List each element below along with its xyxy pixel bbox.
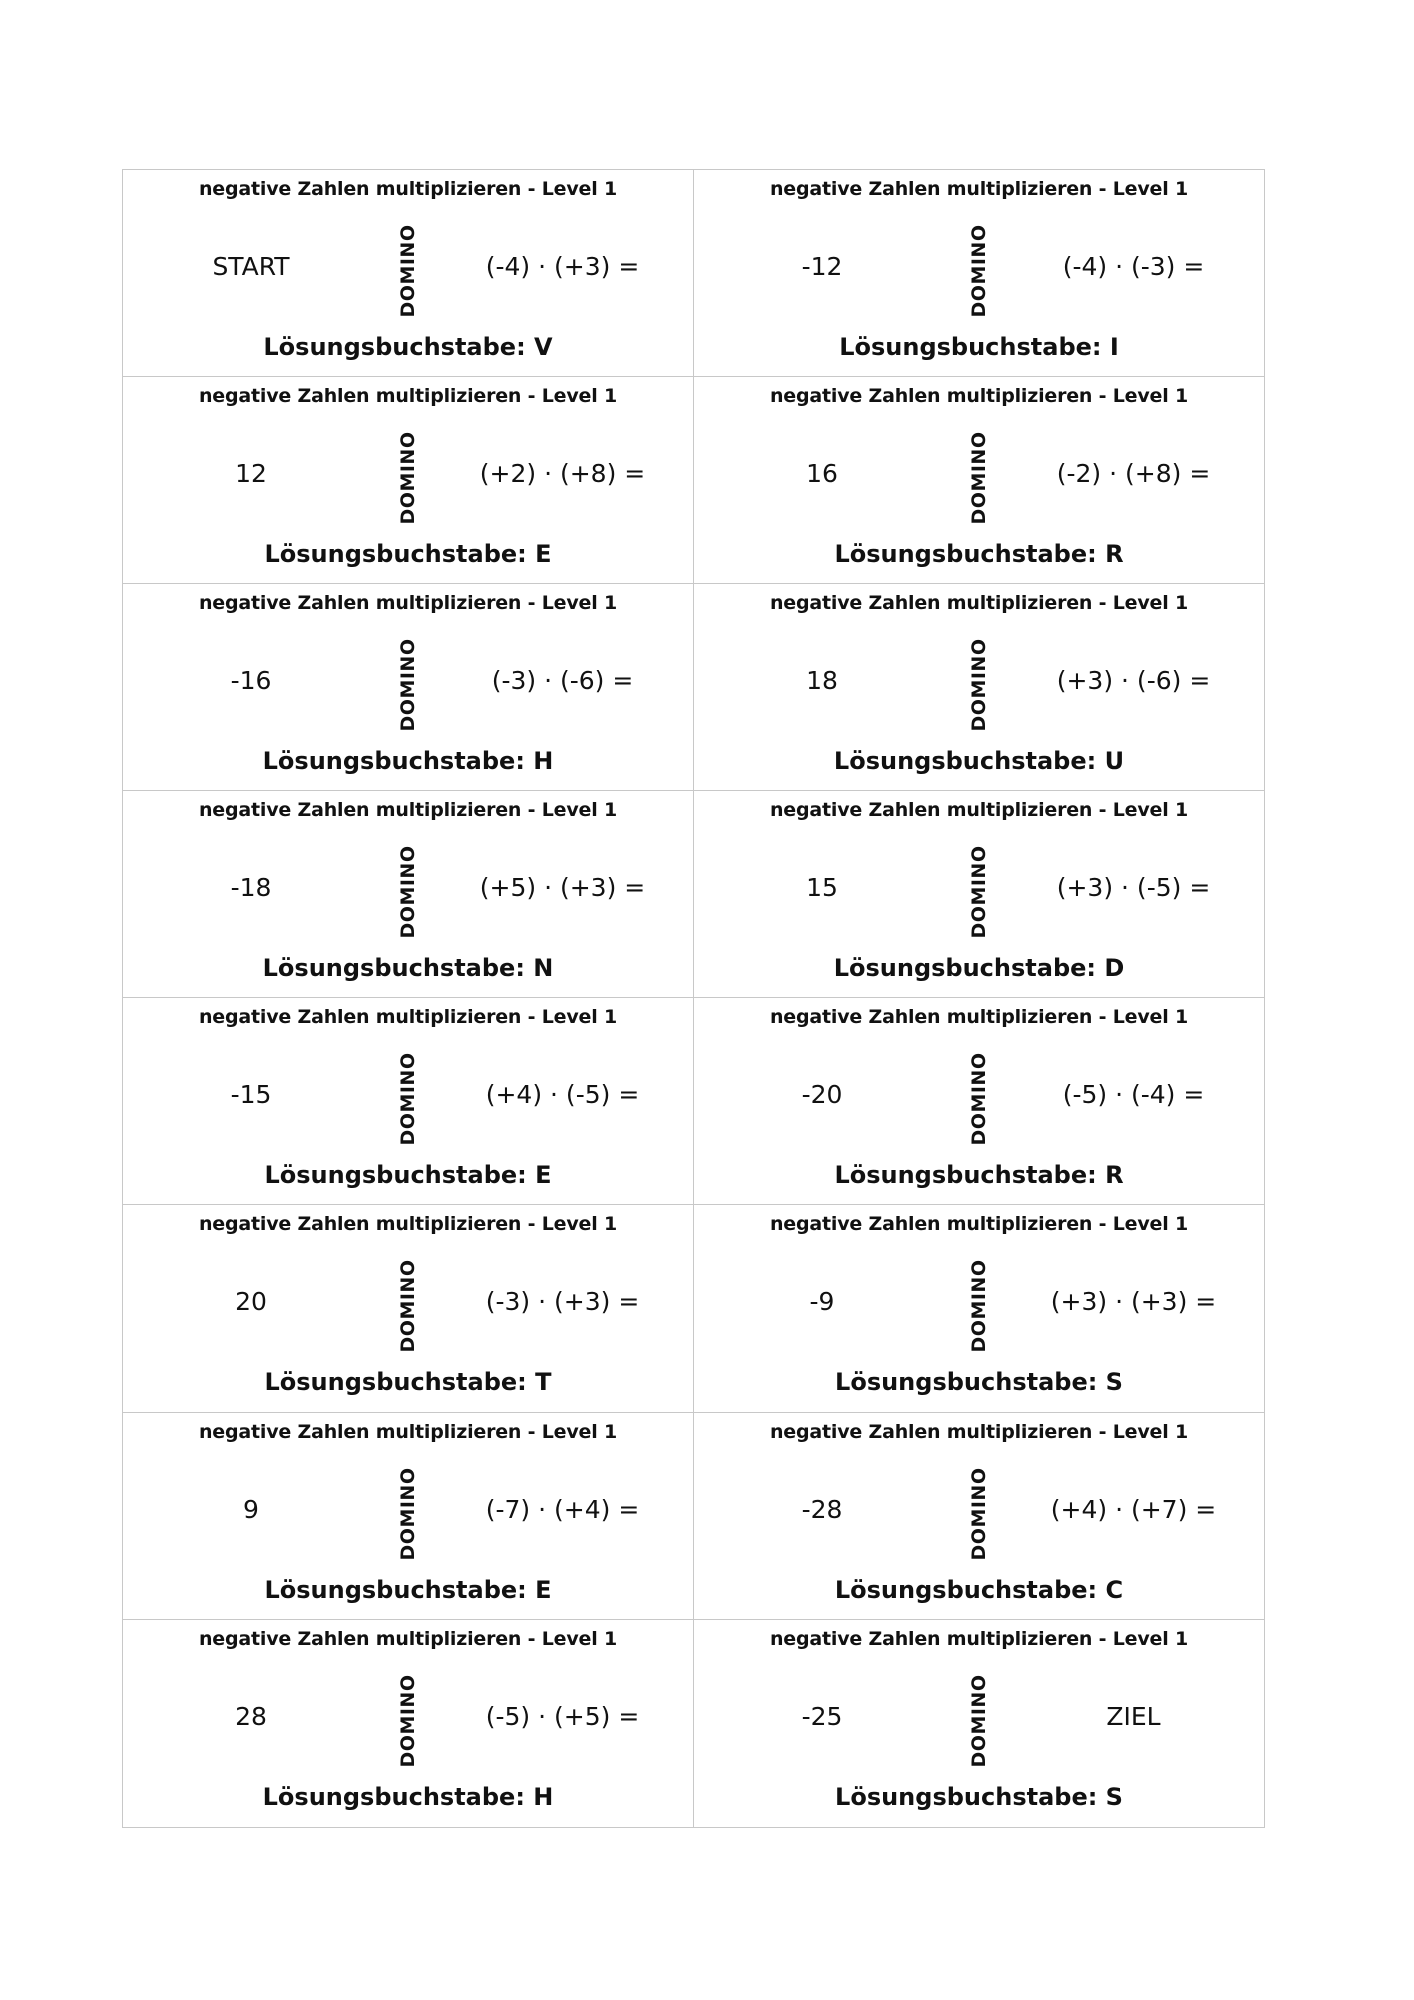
domino-label: DOMINO [968,845,990,939]
card-solution-letter: Lösungsbuchstabe: I [839,333,1119,361]
domino-card [694,1620,1264,1827]
card-solution-letter: Lösungsbuchstabe: C [834,1575,1124,1604]
card-header: negative Zahlen multiplizieren - Level 1 [769,1627,1188,1650]
card-header: negative Zahlen multiplizieren - Level 1 [198,1006,617,1029]
domino-card [694,998,1264,1205]
card-solution-letter: Lösungsbuchstabe: D [833,954,1125,983]
card-task: ZIEL [1106,1701,1161,1731]
card-answer: -15 [230,1080,272,1110]
domino-label: DOMINO [968,224,990,318]
card-header: negative Zahlen multiplizieren - Level 1 [198,1627,617,1650]
card-task: (-7) · (+4) = [485,1494,640,1524]
domino-label: DOMINO [968,1052,990,1146]
card-answer: 18 [806,666,838,696]
domino-card [123,1205,694,1412]
domino-label: DOMINO [397,1674,419,1768]
domino-label: DOMINO [968,431,990,525]
card-task: (-3) · (-6) = [491,666,634,696]
card-header: negative Zahlen multiplizieren - Level 1 [198,178,617,200]
domino-label: DOMINO [397,224,419,318]
card-task: (+3) · (-6) = [1056,666,1211,696]
card-solution-letter: Lösungsbuchstabe: N [262,954,554,983]
domino-label: DOMINO [397,638,419,732]
card-header: negative Zahlen multiplizieren - Level 1 [769,1213,1188,1236]
domino-card [694,584,1264,791]
domino-label: DOMINO [968,638,990,732]
card-header: negative Zahlen multiplizieren - Level 1 [198,385,617,408]
domino-card [123,998,694,1205]
card-answer: 12 [235,459,267,489]
card-answer: -25 [801,1701,843,1731]
card-answer: -18 [230,873,272,903]
card-task: (-5) · (-4) = [1062,1080,1205,1110]
card-solution-letter: Lösungsbuchstabe: V [263,333,553,361]
card-answer: 15 [806,873,838,903]
domino-card-grid [122,169,1265,1828]
card-header: negative Zahlen multiplizieren - Level 1 [198,1213,617,1236]
card-task: (+4) · (-5) = [485,1080,640,1110]
card-task: (+3) · (+3) = [1050,1287,1217,1317]
card-task: (-5) · (+5) = [485,1701,640,1731]
card-solution-letter: Lösungsbuchstabe: H [262,747,554,776]
card-task: (-4) · (-3) = [1062,252,1205,281]
card-solution-letter: Lösungsbuchstabe: S [835,1368,1123,1397]
domino-label: DOMINO [397,1052,419,1146]
card-answer: 16 [806,459,838,489]
domino-card [123,1413,694,1620]
card-header: negative Zahlen multiplizieren - Level 1 [769,799,1188,822]
domino-label: DOMINO [968,1259,990,1353]
domino-card [123,377,694,584]
domino-label: DOMINO [397,1259,419,1353]
card-task: (+5) · (+3) = [479,873,646,903]
domino-card [694,170,1264,377]
domino-card [694,1205,1264,1412]
card-header: negative Zahlen multiplizieren - Level 1 [198,1420,617,1443]
card-solution-letter: Lösungsbuchstabe: E [264,540,552,569]
domino-card [123,170,694,377]
domino-label: DOMINO [397,431,419,525]
domino-card [694,377,1264,584]
card-answer: 20 [235,1287,267,1317]
card-answer: -9 [809,1287,835,1317]
card-answer: 9 [243,1494,259,1524]
card-answer: -28 [801,1494,843,1524]
card-header: negative Zahlen multiplizieren - Level 1 [769,1006,1188,1029]
domino-card [694,1413,1264,1620]
card-task: (+2) · (+8) = [479,459,646,489]
card-solution-letter: Lösungsbuchstabe: R [834,1161,1124,1190]
card-answer: 28 [235,1701,267,1731]
card-task: (-3) · (+3) = [485,1287,640,1317]
domino-label: DOMINO [397,845,419,939]
card-answer: -20 [801,1080,843,1110]
card-header: negative Zahlen multiplizieren - Level 1 [198,592,617,615]
domino-card [123,1620,694,1827]
card-task: (+4) · (+7) = [1050,1494,1217,1524]
domino-card [123,584,694,791]
domino-card [123,791,694,998]
card-solution-letter: Lösungsbuchstabe: H [262,1782,554,1811]
card-header: negative Zahlen multiplizieren - Level 1 [198,799,617,822]
card-solution-letter: Lösungsbuchstabe: U [833,747,1125,776]
card-header: negative Zahlen multiplizieren - Level 1 [769,592,1188,615]
card-answer: START [212,252,290,281]
card-task: (-4) · (+3) = [485,252,640,281]
card-answer: -16 [230,666,272,696]
card-answer: -12 [801,252,843,281]
domino-label: DOMINO [968,1674,990,1768]
card-solution-letter: Lösungsbuchstabe: E [264,1575,552,1604]
domino-card [694,791,1264,998]
domino-label: DOMINO [968,1467,990,1561]
card-header: negative Zahlen multiplizieren - Level 1 [769,178,1188,200]
domino-label: DOMINO [397,1467,419,1561]
card-solution-letter: Lösungsbuchstabe: T [264,1368,552,1397]
card-header: negative Zahlen multiplizieren - Level 1 [769,1420,1188,1443]
card-header: negative Zahlen multiplizieren - Level 1 [769,385,1188,408]
card-task: (-2) · (+8) = [1056,459,1211,489]
card-solution-letter: Lösungsbuchstabe: R [834,540,1124,569]
card-task: (+3) · (-5) = [1056,873,1211,903]
card-solution-letter: Lösungsbuchstabe: S [835,1782,1123,1811]
card-solution-letter: Lösungsbuchstabe: E [264,1161,552,1190]
